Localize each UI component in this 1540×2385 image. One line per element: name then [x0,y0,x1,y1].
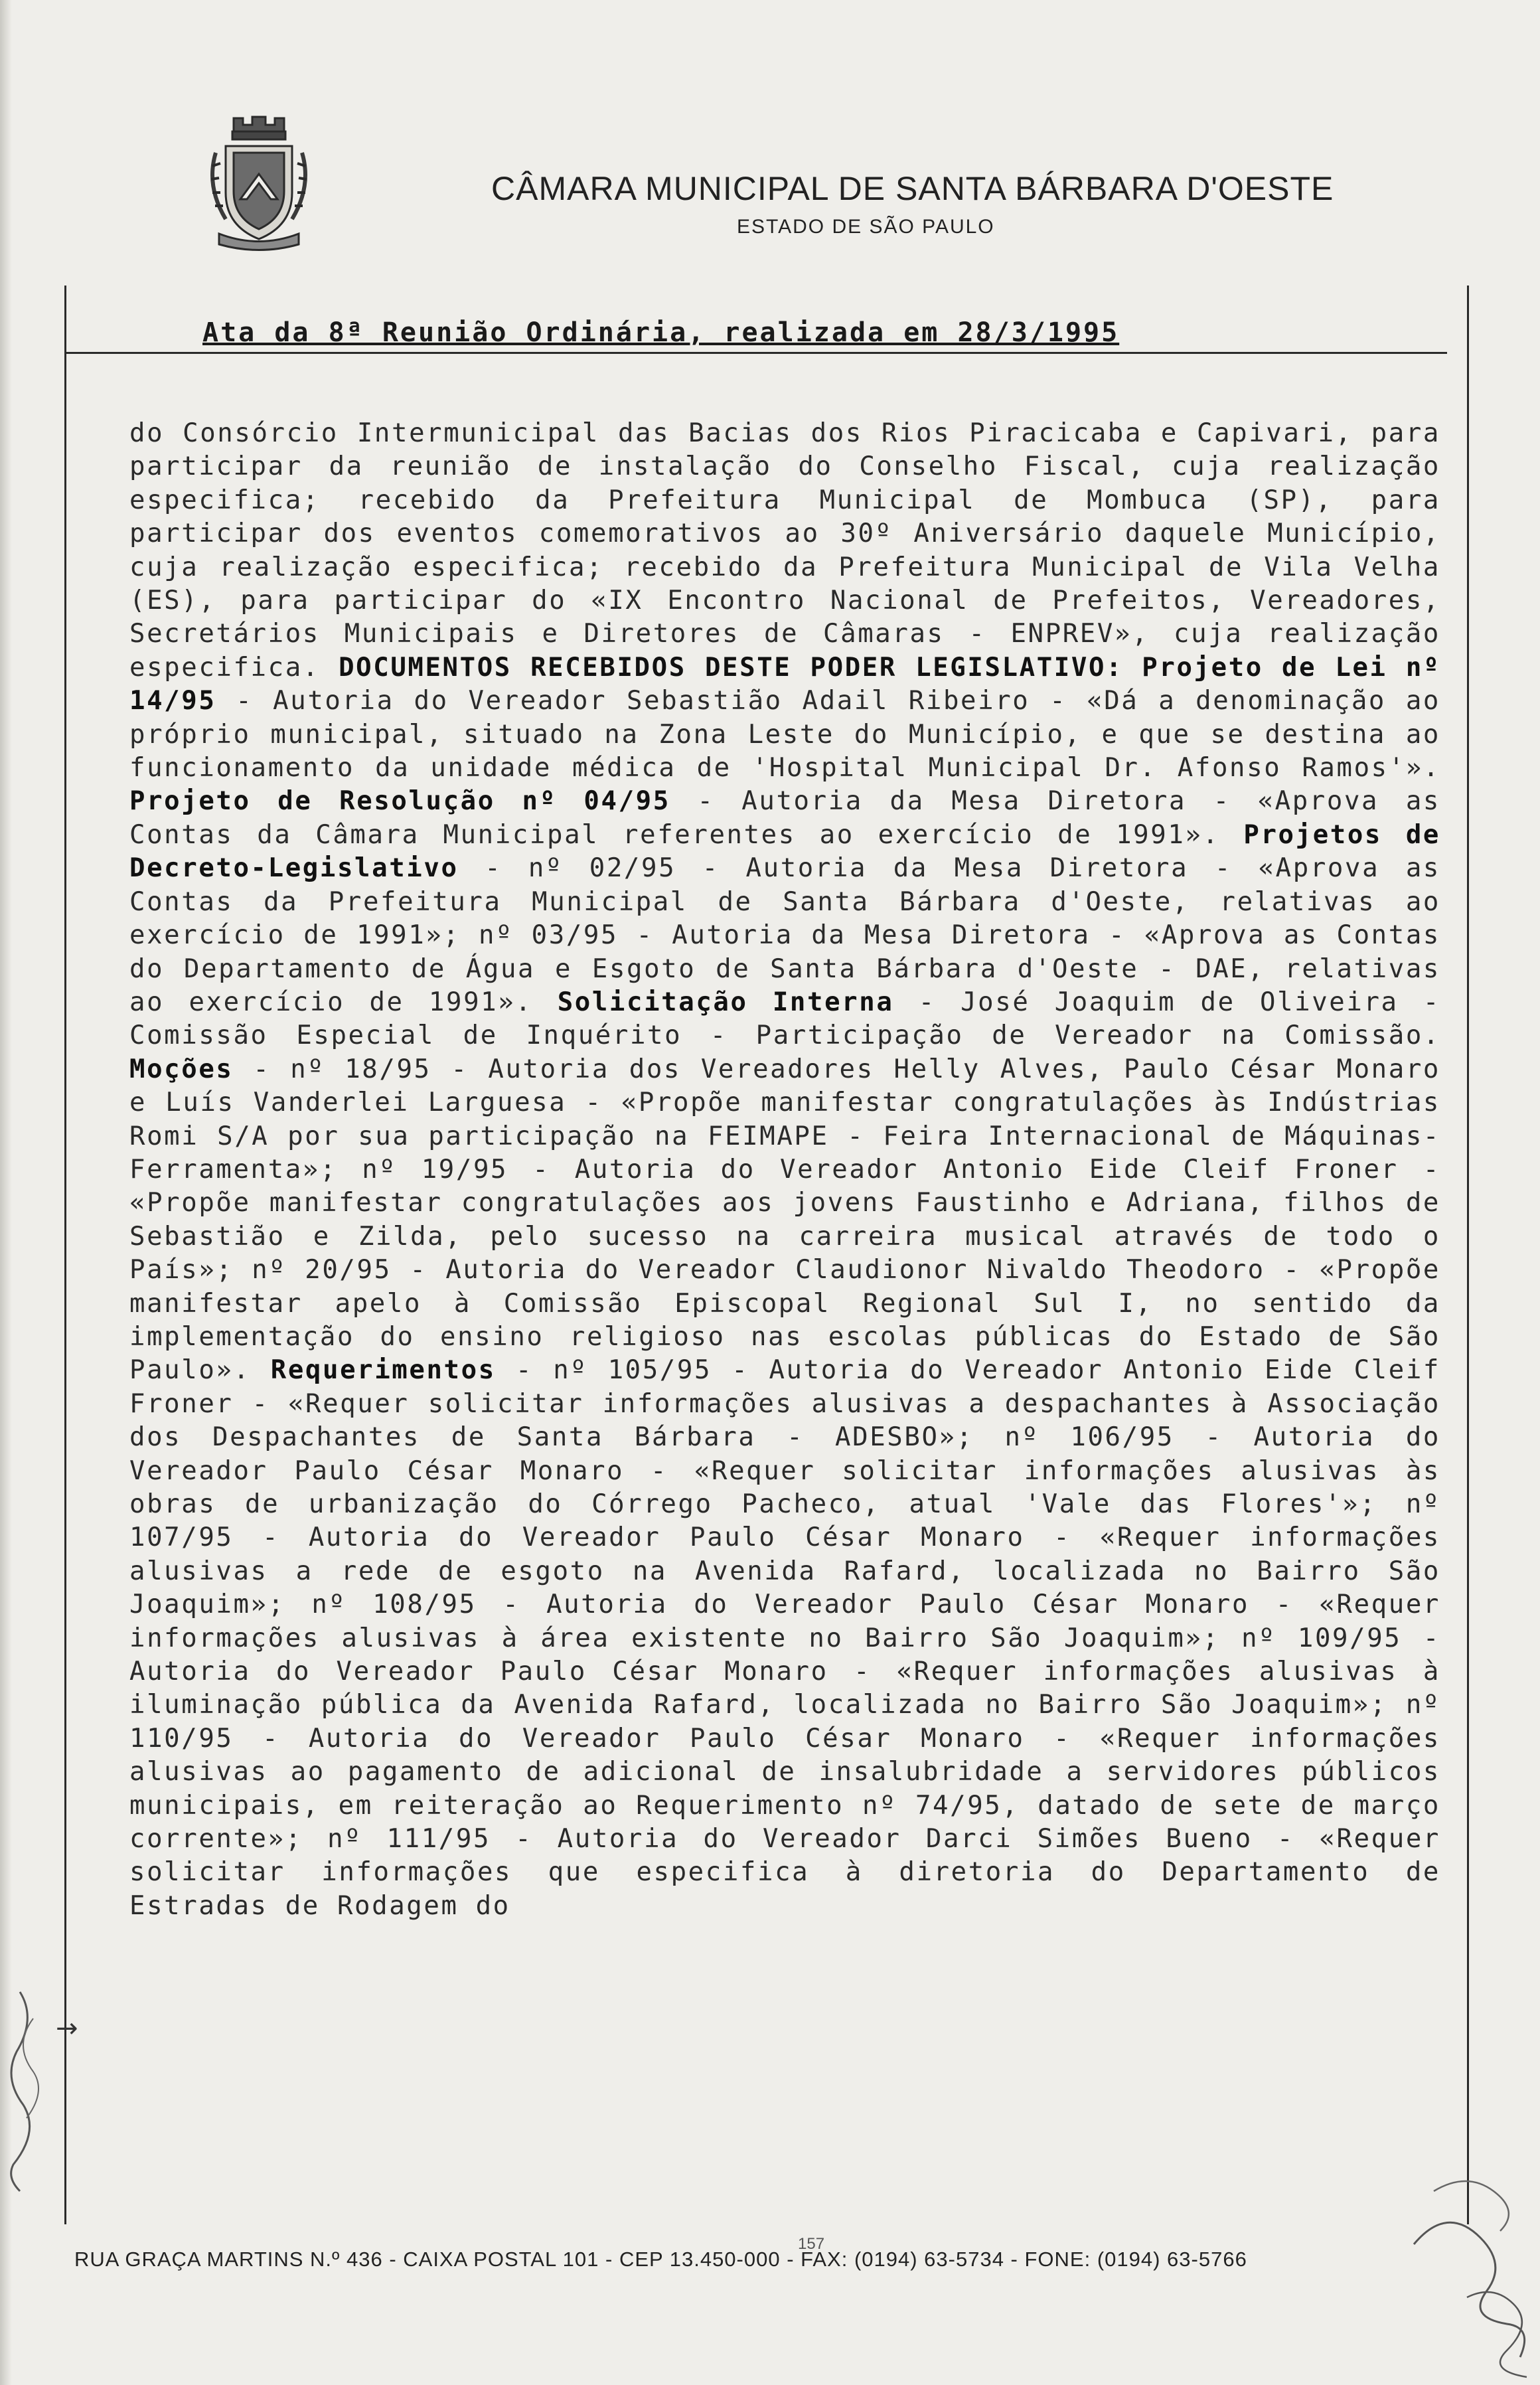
text-segment: do Consórcio Intermunicipal das Bacias dos Rios Piracicaba e Capivari, para participar da reunião de instalação do Conselho Fiscal, cuja realização especifica; recebido da Prefeitura Municipal de Mombuca (SP), para participar dos eventos comemorativos ao 30º Aniversário daquele Município, cuja realização especifica; recebido da Prefeitura Municipal de Vila Velha (ES), para participar do «IX Encontro Nacional de Prefeitos, Vereadores, Secretários Municipais e Diretores de Câmaras - ENPREV», cuja realização especifica. [129,418,1440,683]
arrow-mark: → [56,2013,78,2044]
text-segment: - Autoria da Mesa Diretora - «Aprova as Contas da Câmara Municipal referentes ao exercício de 1991». [129,786,1440,850]
text-segment: - nº 105/95 - Autoria do Vereador Antonio Eide Cleif Froner - «Requer solicitar informações alusivas a despachantes à Associação dos Despachantes de Santa Bárbara - ADESBO»; nº 106/95 - Autoria do Vereador Paulo César Monaro - «Requer solicitar informações alusivas às obras de urbanização do Córrego Pacheco, atual 'Vale das Flores'»; nº 107/95 - Autoria do Vereador Paulo César Monaro - «Requer informações alusivas a rede de esgoto na Avenida Rafard, localizada no Bairro São Joaquim»; nº 108/95 - Autoria do Vereador Paulo César Monaro - «Requer informações alusivas à área existente no Bairro São Joaquim»; nº 109/95 - Autoria do Vereador Paulo César Monaro - «Requer informações alusivas à iluminação pública da Avenida Rafard, localizada no Bairro São Joaquim»; nº 110/95 - Autoria do Vereador Paulo César Monaro - «Requer informações alusivas ao pagamento de adicional de insalubridade a servidores públicos municipais, em reiteração ao Requerimento nº 74/95, datado de sete de março corrente»; nº 111/95 - Autoria do Vereador Darci Simões Bueno - «Requer solicitar informações que especifica à diretoria do Departamento de Estradas de Rodagem do [129,1355,1441,1921]
text-segment: - nº 18/95 - Autoria dos Vereadores Helly Alves, Paulo César Monaro e Luís Vanderlei Larguesa - «Propõe manifestar congratulações às Indústrias Romi S/A por sua participação na FEIMAPE - Feira Internacional de Máquinas-Ferramenta»; nº 19/95 - Autoria do Vereador Antonio Eide Cleif Froner - «Propõe manifestar congratulações aos jovens Faustinho e Adriana, filhos de Sebastião e Zilda, pelo sucesso na carreira musical através de todo o País»; nº 20/95 - Autoria do Vereador Claudionor Nivaldo Theodoro - «Propõe manifestar apelo à Comissão Episcopal Regional Sul I, no sentido da implementação do ensino religioso nas escolas públicas do Estado de São Paulo». [129,1054,1440,1386]
page-number: 157 [798,2235,825,2253]
left-margin-line [64,286,66,2224]
signature-icon [0,1979,60,2198]
heading-rule [66,352,1447,354]
right-margin-line [1467,286,1469,2224]
signature-icon [1407,2165,1540,2384]
bold-segment: Moções [129,1054,234,1084]
bold-segment: DOCUMENTOS RECEBIDOS DESTE PODER LEGISLATIVO: [339,652,1124,683]
text-segment: - José Joaquim de Oliveira - Comissão Especial de Inquérito - Participação de Vereador na Comissão. [129,987,1440,1051]
institution-name: CÂMARA MUNICIPAL DE SANTA BÁRBARA D'OESTE [491,170,1334,207]
text-segment [1123,653,1142,683]
minutes-body [129,417,1440,1923]
state-name: ESTADO DE SÃO PAULO [737,216,995,238]
bold-segment: Solicitação Interna [557,987,894,1017]
text-segment: - nº 02/95 - Autoria da Mesa Diretora - «Aprova as Contas da Prefeitura Municipal de Santa Bárbara d'Oeste, relativas ao exercício de 1991»; nº 03/95 - Autoria da Mesa Diretora - «Aprova as Contas do Departamento de Água e Esgoto de Santa Bárbara d'Oeste - DAE, relativas ao exercício de 1991». [129,853,1440,1017]
minutes-heading: Ata da 8ª Reunião Ordinária, realizada em 28/3/1995 [202,317,1120,348]
bold-segment: Projeto de Resolução nº 04/95 [129,786,670,817]
coat-of-arms-icon [199,113,319,252]
text-segment: - Autoria do Vereador Sebastião Adail Ribeiro - «Dá a denominação ao próprio municipal, situado na Zona Leste do Município, e que se destina ao funcionamento da unidade médica de 'Hospital Municipal Dr. Afonso Ramos'». [129,686,1440,783]
bold-segment: Projeto de Lei nº 14/95 [129,652,1440,716]
bold-segment: Projetos de Decreto-Legislativo [129,819,1440,884]
footer-address: RUA GRAÇA MARTINS N.º 436 - CAIXA POSTAL 101 - CEP 13.450-000 - FAX: (0194) 63-5734 - FONE: (0194) 63-5766 [74,2248,1247,2271]
bold-segment: Requerimentos [270,1355,496,1386]
